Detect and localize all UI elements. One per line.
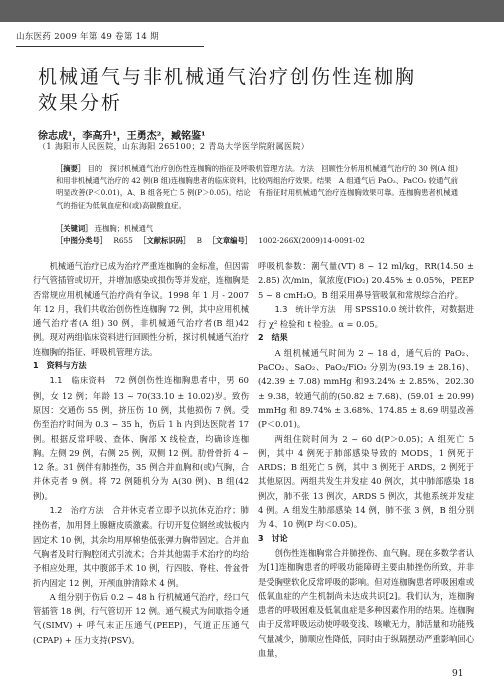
- abstract-label: ［摘要］: [56, 164, 86, 173]
- treatment-text: 合并休克者立即予以抗休克治疗；肺挫伤者，加用肾上腺糖皮质激素。行切开复位钢丝或钛板内固定术 10 例，其余均用厚棉垫低张弹力胸带固定。合并血气胸者及时行胸腔闭式引流术；合并其他需手术治疗的均给予相应处理，其中腹部手术 10 例，行四肢、脊柱、骨盆骨折内固定 12 例，开颅血肿清除术 4 例。: [33, 505, 249, 588]
- discussion-paragraph: 创伤性连枷胸常合并肺挫伤、血气胸。现在多数学者认为[1]连枷胸患者的呼吸功能障碍主要由肺挫伤所致，并非是受胸壁软化反常呼吸的影响。但对连枷胸患者呼吸困难或低氧血症的产生机制尚未达成共识[2]。我们认为，连枷胸患者的呼吸困难及低氧血症是多种因素作用的结果。连枷胸由于反常呼吸运动使呼吸变浅、咳嗽无力，肺活量和功能残气量减少，肺顺应性降低，同时由于纵隔摆动严重影响回心血量，: [258, 547, 474, 659]
- subheading-treatment: 1.2 治疗方法: [49, 506, 104, 516]
- subheading-clinical-data: 1.1 临床资料: [49, 376, 106, 386]
- keywords: 连枷胸；机械通气: [94, 224, 154, 233]
- clinical-data-text: 72 例创伤性连枷胸患者中，男 60 例，女 12 例；年龄 13 ~ 70(33.10 ± 10.02)岁。致伤原因：交通伤 55 例，挤压伤 10 例，其他损伤 7 例。受伤至治疗时间为 0.3 ~ 35 h，伤后 1 h 内到达医院者 17 例。根据反常呼吸、查体、胸部 X 线检查，均确诊连枷胸。左侧 29 例，右侧 25 例，双侧 12 例。肋骨骨折 4 ~ 12 条。31 例伴有肺挫伤，35 例合并血胸和(或)气胸，合并休克者 9 例。将 72 例随机分为 A(30 例)、B 组(42 例)。: [33, 375, 249, 501]
- page-number: 91: [452, 669, 464, 679]
- treatment-paragraph: [33, 503, 249, 590]
- doc-code: B: [196, 236, 202, 245]
- subheading-statistics: 1.3 统计学方法: [274, 304, 336, 314]
- ventilation-paragraph: A 组分别于伤后 0.2 ~ 48 h 行机械通气治疗，经口气管插管 18 例，行气管切开 12 例。通气模式为间歇指令通气(SIMV) + 呼气末正压通气(PEEP)，气道正压通气(CPAP) + 压力支持(PSV)。: [33, 591, 249, 645]
- clc-code: R655: [113, 236, 133, 245]
- author-list: 徐志成¹，李高升¹，王勇杰²，臧铭鉴¹: [38, 131, 206, 142]
- left-column: [33, 259, 249, 647]
- clc-label: ［中图分类号］: [56, 236, 108, 245]
- abstract-body: 目的 探讨机械通气治疗创伤性连枷胸的指征及呼吸机管理方法。方法 回顾性分析用机械通气治疗的 30 例(A 组)和用非机械通气治疗的 42 例(B 组)连枷胸患者的临床资料，比较两组治疗效果。结果 A 组通气后 PaO₂、PaCO₂ 较通气前明显改善(P＜0.01)，A、B 组各死亡 5 例(P＞0.05)。结论 有指征时用机械通气治疗连枷胸效果可靠。连枷胸患者机械通气的指征为低氧血症和(或)高碳酸血症。: [56, 164, 459, 210]
- right-column: [258, 259, 474, 660]
- article-title: [38, 64, 478, 116]
- header-rule: [16, 46, 204, 47]
- top-banner: [0, 0, 504, 22]
- section-heading-materials: 1 资料与方法: [33, 361, 87, 371]
- article-no: 1002-266X(2009)14-0091-02: [258, 236, 365, 245]
- journal-header: 山东医药 2009 年第 49 卷第 14 期: [16, 32, 159, 42]
- ventilator-params-paragraph: 呼吸机参数：潮气量(VT) 8 ~ 12 ml/kg，RR(14.50 ± 2.85) 次/min，氧浓度(FiO₂) 20.45% ± 0.05%，PEEP 5 ~ 8 cmH₂O。B 组采用鼻导管吸氧和常规综合治疗。: [258, 261, 474, 300]
- keywords-label: ［关键词］: [56, 224, 93, 233]
- article-no-label: ［文章编号］: [208, 236, 253, 245]
- section-heading-discussion: 3 讨论: [258, 533, 288, 543]
- classification-line: [56, 236, 365, 246]
- clinical-data-paragraph: [33, 373, 249, 503]
- title-line-2: 效果分析: [38, 92, 123, 114]
- keywords-line: [56, 224, 153, 234]
- affiliation: （1 海阳市人民医院，山东海阳 265100；2 青岛大学医学院附属医院）: [38, 142, 310, 151]
- statistics-paragraph: [258, 302, 474, 332]
- results-paragraph-2: 两组住院时间为 2 ~ 60 d(P＞0.05)；A 组死亡 5 例，其中 4 例死于肺部感染导致的 MODS，1 例死于 ARDS；B 组死亡 5 例，其中 3 例死于 ARDS，2 例死于其他原因。两组共发生并发症 40 例次，其中肺部感染 18 例次，肺不张 13 例次，ARDS 5 例次，其他系统并发症 4 例。A 组发生肺部感染 14 例，肺不张 3 例，B 组分别为 4、10 例(P 均＜0.05)。: [258, 433, 474, 530]
- section-heading-results: 2 结果: [258, 333, 288, 343]
- title-line-1: 机械通气与非机械通气治疗创伤性连枷胸: [38, 66, 417, 88]
- statistics-text: 用 SPSS10.0 统计软件，对数据进行 χ² 检验和 t 检验。α = 0.05。: [258, 303, 474, 330]
- abstract: [56, 163, 458, 212]
- doc-code-label: ［文献标识码］: [139, 236, 191, 245]
- intro-paragraph: 机械通气治疗已成为治疗严重连枷胸的金标准，但因需行气管插管或切开，并增加感染或损伤等并发症，连枷胸是否常规应用机械通气治疗尚有争议。1998 年 1 月 - 2007 年 12 月，我们共收治创伤性连枷胸 72 例，其中应用机械通气治疗者(A 组) 30 例，非机械通气治疗者(B 组)42 例。现对两组临床资料进行回顾性分析，探讨机械通气治疗连枷胸的指征、呼吸机管理方法。: [33, 261, 249, 357]
- results-paragraph-1: A 组机械通气时间为 2 ~ 18 d，通气后的 PaO₂、PaCO₂、SaO₂、PaO₂/FiO₂ 分别为(93.19 ± 28.16)、(42.39 ± 7.08) mmHg 和93.24% ± 2.85%、202.30 ± 9.38，较通气前的(50.82 ± 7.68)、(59.01 ± 20.99) mmHg 和 89.74% ± 3.68%、174.85 ± 8.69 明显改善(P＜0.01)。: [258, 347, 474, 430]
